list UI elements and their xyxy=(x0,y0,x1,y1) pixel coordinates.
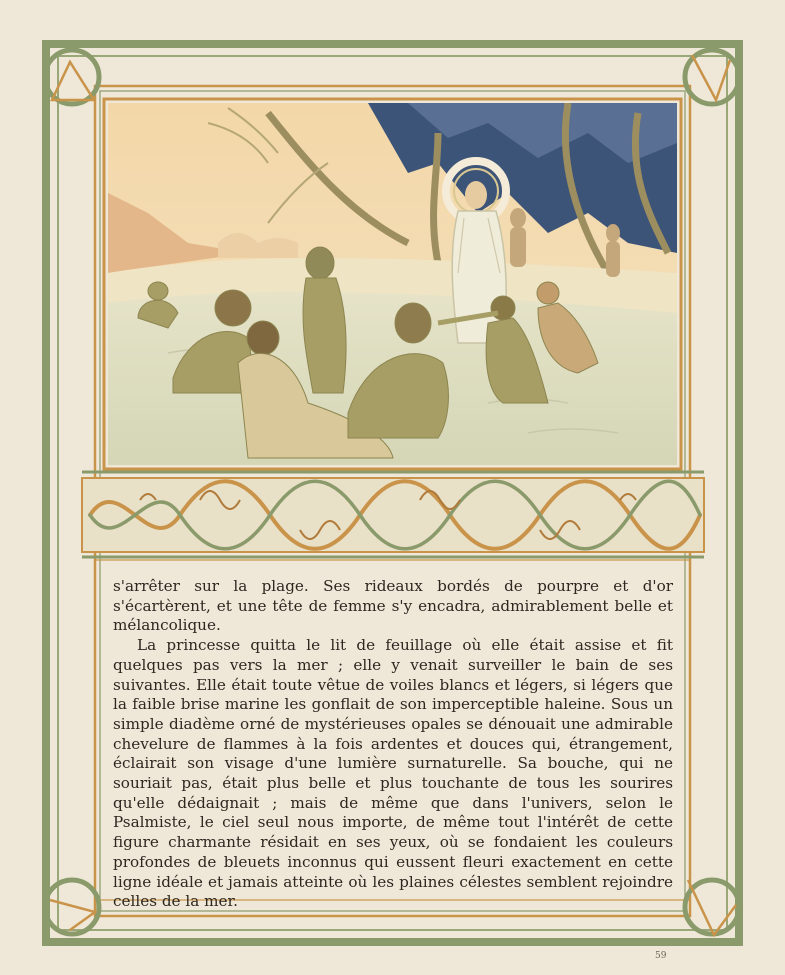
ribbon-band-icon xyxy=(82,472,704,557)
page-number: 59 xyxy=(655,951,667,961)
paragraph-princess: La princesse quitta le lit de feuillage où elle était assise et fit quelques pas vers la mer ; elle y venait surveiller le bain de ses suivantes. Elle était toute vêtue de voiles blancs et légers, si légers que la faible brise marine les gonflait de son imperceptible haleine. Sous un simple diadème orné de mystérieuses opales se dénouait une admirable chevelure de flammes à la fois ardentes et douces qui, étrangement, éclairait son visage d'une lumière surnaturelle. Sa bouche, qui ne souriait pas, était plus belle et plus touchante de tous les sourires qu'elle dédaignait ; mais de même que dans l'univers, selon le Psalmiste, le ciel seul nous importe, de même tout l'intérêt de cette figure charmante résidait en ses yeux, où se fondaient les couleurs profondes de bleuets inconnus qui eussent fleuri exactement en cette ligne idéale et jamais atteinte où les plaines célestes semblent rejoindre celles de la mer. xyxy=(113,636,673,911)
paragraph-continuation: s'arrêter sur la plage. Ses rideaux bordés de pourpre et d'or s'écartèrent, et une tête de femme s'y encadra, admirablement belle et mélancolique. xyxy=(113,577,673,635)
body-text xyxy=(113,577,673,912)
illustration-bathers xyxy=(108,103,677,465)
